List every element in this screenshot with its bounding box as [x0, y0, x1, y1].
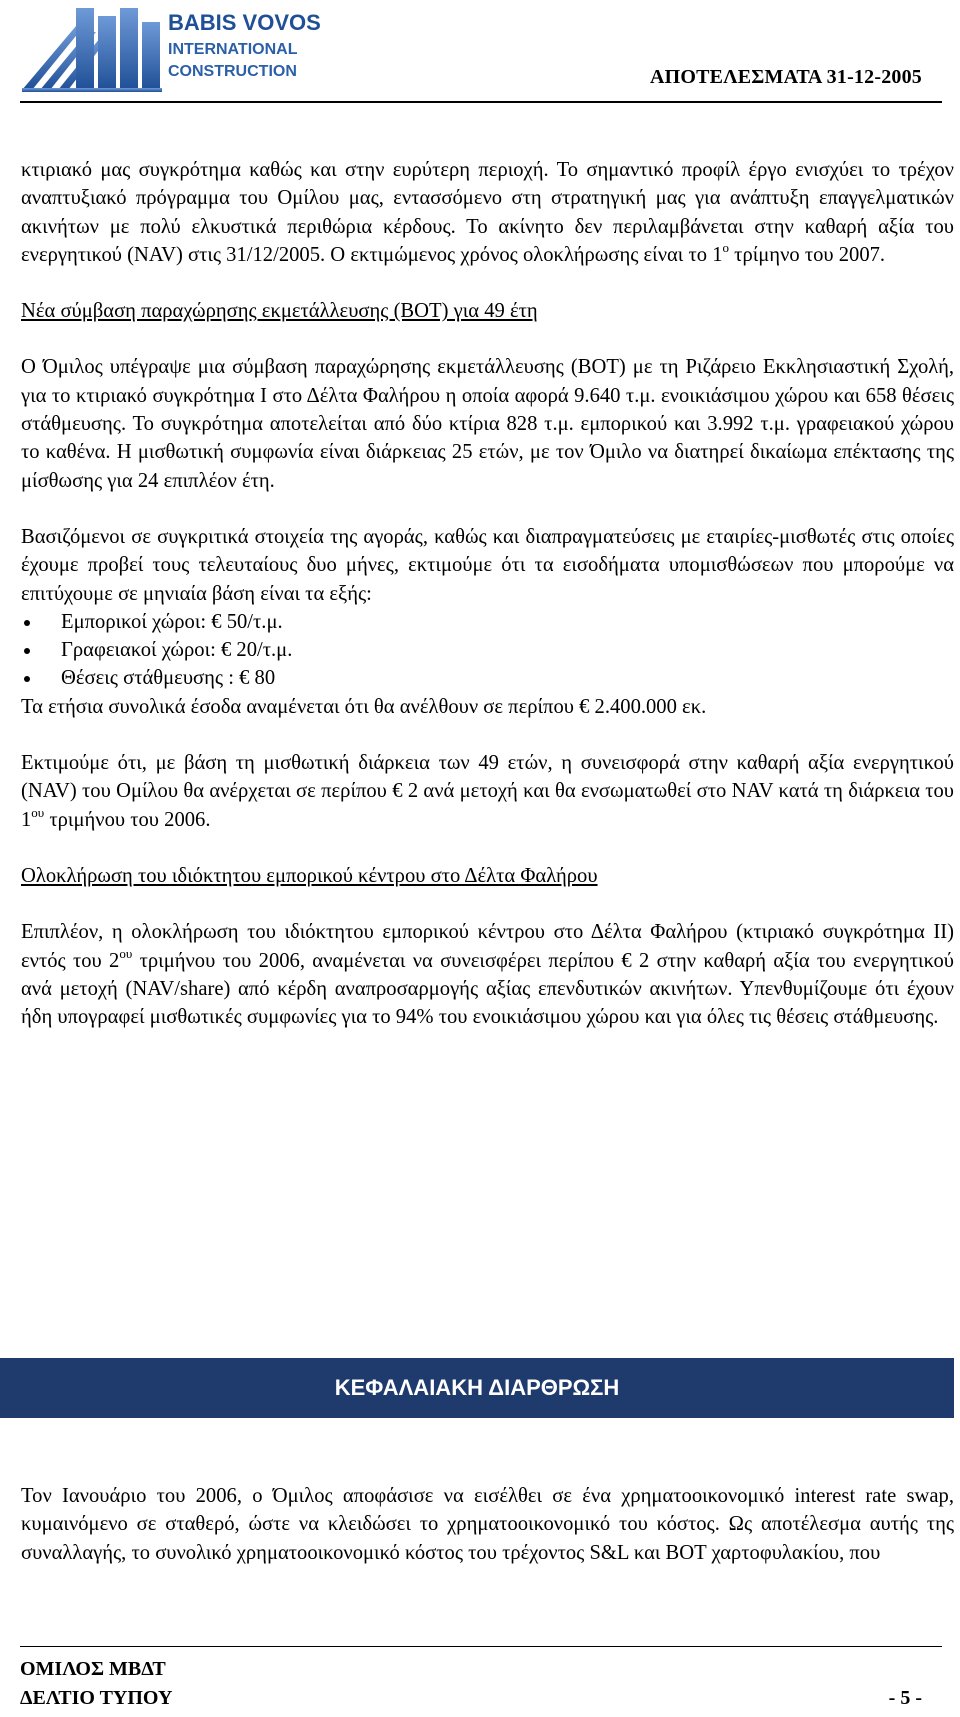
logo-text-1: BABIS VOVOS — [168, 10, 321, 35]
ordinal-suffix: ου — [119, 945, 133, 961]
paragraph-intro-tail: τρίμηνο του 2007. — [729, 243, 886, 266]
page-header — [0, 0, 960, 108]
content-upper — [21, 156, 954, 1031]
footer-doc-type: ΔΕΛΤΙΟ ΤΥΠΟΥ — [20, 1687, 173, 1709]
ordinal-suffix: ο — [722, 239, 730, 255]
page-number: - 5 - — [888, 1687, 922, 1709]
paragraph-capital: Τον Ιανουάριο του 2006, ο Όμιλος αποφάσισε να εισέλθει σε ένα χρηματοοικονομικό interest rate swap, κυμαινόμενο σε σταθερό, ώστε να κλειδώσει το χρηματοοικονομικό του κόστος. Ως αποτέλεσμα αυτής της συναλλαγής, το συνολικό χρηματοοικονομικό κόστος του τρέχοντος S&L και BOT χαρτοφυλακίου, που — [21, 1485, 954, 1564]
company-logo — [18, 2, 321, 94]
section-heading-mall: Ολοκλήρωση του ιδιόκτητου εμπορικού κέντρου στο Δέλτα Φαλήρου — [21, 864, 598, 887]
list-item: Εμπορικοί χώροι: € 50/τ.μ. — [21, 608, 954, 636]
list-item: Θέσεις στάθμευσης : € 80 — [21, 664, 954, 692]
paragraph-bot: Ο Όμιλος υπέγραψε μια σύμβαση παραχώρησης εκμετάλλευσης (BOT) με τη Ριζάρειο Εκκλησιαστική Σχολή, για το κτιριακό συγκρότημα Ι στο Δέλτα Φαλήρου η οποία αφορά 9.640 τ.μ. ενοικιάσιμου χώρου και 658 θέσεις στάθμευσης. Το συγκρότημα αποτελείται από δύο κτίρια 828 τ.μ. εμπορικού και 3.992 τ.μ. γραφειακού χώρου το καθένα. Η μισθωτική συμφωνία είναι διάρκειας 25 ετών, με τον Όμιλο να διατηρεί δικαίωμα επέκτασης της μίσθωσης για 24 επιπλέον έτη. — [21, 356, 954, 492]
footer-company: ΟΜΙΛΟΣ ΜΒΔΤ — [20, 1658, 166, 1680]
paragraph-mall — [21, 918, 954, 1031]
paragraph-market: Βασιζόμενοι σε συγκριτικά στοιχεία της αγοράς, καθώς και διαπραγματεύσεις με εταιρίες-μισθωτές στις οποίες έχουμε προβεί τους τελευταίους δυο μήνες, εκτιμούμε ότι τα εισοδήματα υπομισθώσεων που μπορούμε να επιτύχουμε σε μηνιαία βάση είναι τα εξής: — [21, 525, 954, 605]
logo-text-2: INTERNATIONAL — [168, 41, 298, 58]
footer-divider — [20, 1646, 942, 1647]
logo-text-3: CONSTRUCTION — [168, 63, 297, 80]
paragraph-nav-tail: τριμήνου του 2006. — [44, 808, 211, 831]
report-title: ΑΠΟΤΕΛΕΣΜΑΤΑ 31-12-2005 — [649, 66, 922, 88]
rent-list — [21, 608, 954, 693]
paragraph-intro-text: κτιριακό μας συγκρότημα καθώς και στην ευρύτερη περιοχή. Το σημαντικό προφίλ έργο ενισχύει το τρέχον αναπτυξιακό πρόγραμμα του Ομίλου μας, εντασσόμενο στη στρατηγική μας για ανάπτυξη επαγγελματικών ακινήτων με πολύ ελκυστικά περιθώρια κέρδους. Το ακίνητο δεν περιλαμβάνεται στην καθαρή αξία του ενεργητικού (NAV) στις 31/12/2005. Ο εκτιμώμενος χρόνος ολοκλήρωσης είναι το 1 — [21, 159, 954, 266]
paragraph-nav-text: Εκτιμούμε ότι, με βάση τη μισθωτική διάρκεια των 49 ετών, η συνεισφορά στην καθαρή αξία ενεργητικού (NAV) του Ομίλου θα ανέρχεται σε περίπου € 2 ανά μετοχή και θα ενσωματωθεί στο NAV κατά τη διάρκεια του 1 — [21, 752, 954, 831]
section-heading-bot: Νέα σύμβαση παραχώρησης εκμετάλλευσης (BOT) για 49 έτη — [21, 300, 538, 323]
paragraph-revenue: Τα ετήσια συνολικά έσοδα αναμένεται ότι θα ανέλθουν σε περίπου € 2.400.000 εκ. — [21, 695, 707, 718]
ordinal-suffix: ου — [31, 804, 45, 820]
paragraph-mall-tail: τριμήνου του 2006, αναμένεται να συνεισφέρει περίπου € 2 στην καθαρή αξία του ενεργητικού ανά μετοχή (NAV/share) από κέρδη αναπροσαρμογής αξίας επενδυτικών ακινήτων. Υπενθυμίζουμε ότι έχουν ήδη υπογραφεί μισθωτικές συμφωνίες για το 94% του ενοικιάσιμου χώρου και για όλες τις θέσεις στάθμευσης. — [21, 949, 954, 1029]
list-item: Γραφειακοί χώροι: € 20/τ.μ. — [21, 636, 954, 664]
section-banner: ΚΕΦΑΛΑΙΑΚΗ ΔΙΑΡΘΡΩΣΗ — [0, 1358, 954, 1418]
content-lower — [21, 1482, 954, 1567]
paragraph-intro — [21, 156, 954, 269]
paragraph-mall-text: Επιπλέον, η ολοκλήρωση του ιδιόκτητου εμπορικού κέντρου στο Δέλτα Φαλήρου (κτιριακό συγκρότημα ΙΙ) εντός του 2 — [21, 921, 954, 972]
paragraph-nav — [21, 749, 954, 834]
header-divider — [20, 101, 942, 103]
